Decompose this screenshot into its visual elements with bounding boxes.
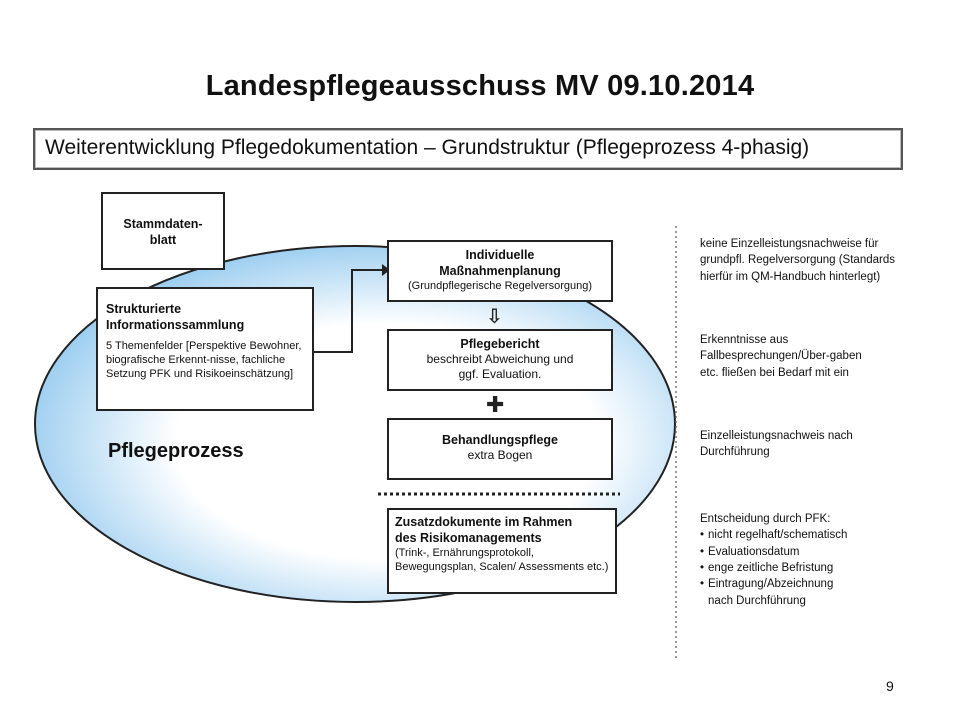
pflegebericht-box: [387, 329, 613, 391]
informationssammlung-heading2: Informationssammlung: [106, 318, 245, 332]
stammdaten-line2: blatt: [149, 233, 177, 247]
stammdaten-box: [101, 192, 225, 270]
list-item: • Eintragung/Abzeichnung nach Durchführung: [700, 576, 900, 609]
pflegebericht-line2: ggf. Evaluation.: [458, 367, 542, 382]
page-number: 9: [886, 678, 894, 694]
list-item: • nicht regelhaft/schematisch: [700, 527, 900, 543]
zusatzdokumente-body: (Trink-, Ernährungsprotokoll, Bewegungsplan, Scalen/ Assessments etc.): [395, 547, 609, 574]
note-fallbesprechungen: [700, 332, 875, 381]
behandlungspflege-box: [387, 418, 613, 480]
pflegebericht-heading: Pflegebericht: [460, 337, 540, 351]
informationssammlung-body: 5 Themenfelder [Perspektive Bewohner, biografische Erkennt-nisse, fachliche Setzung PFK und Risikoeinschätzung]: [106, 340, 302, 381]
down-arrow-icon: ⇩: [486, 306, 503, 328]
slide-header-text: Weiterentwicklung Pflegedokumentation – Grundstruktur (Pflegeprozess 4-phasig): [45, 136, 810, 159]
massnahmenplanung-heading1: Individuelle: [465, 248, 535, 262]
note-entscheidung: [700, 511, 900, 609]
massnahmenplanung-heading2: Maßnahmenplanung: [439, 264, 561, 278]
list-item: • enge zeitliche Befristung: [700, 560, 900, 576]
note-fallbesprechungen-text: Erkenntnisse aus Fallbesprechungen/Über-gaben etc. fließen bei Bedarf mit ein: [700, 334, 862, 379]
zusatzdokumente-heading1: Zusatzdokumente im Rahmen: [395, 515, 573, 529]
note-entscheidung-list: [700, 527, 900, 609]
note-regelversorgung: [700, 236, 910, 285]
pflegebericht-line1: beschreibt Abweichung und: [426, 352, 574, 366]
note-regelversorgung-text: keine Einzelleistungsnachweise für grundpfl. Regelversorgung (Standards hierfür im QM-Handbuch hinterlegt): [700, 238, 895, 283]
note-entscheidung-intro: Entscheidung durch PFK:: [700, 513, 831, 525]
zusatzdokumente-box: [387, 508, 617, 594]
behandlungspflege-heading: Behandlungspflege: [442, 433, 558, 447]
list-item: • Evaluationsdatum: [700, 544, 900, 560]
zusatzdokumente-heading2: des Risikomanagements: [395, 531, 542, 545]
behandlungspflege-sub: extra Bogen: [467, 448, 533, 462]
note-einzelleistung-text: Einzelleistungsnachweis nach Durchführung: [700, 430, 853, 459]
note-einzelleistung: [700, 428, 870, 461]
massnahmenplanung-sub: (Grundpflegerische Regelversorgung): [407, 280, 593, 292]
pflegeprozess-label: Pflegeprozess: [108, 440, 244, 462]
plus-icon: ✚: [486, 392, 505, 417]
page-title: Landespflegeausschuss MV 09.10.2014: [205, 70, 755, 102]
informationssammlung-heading1: Strukturierte: [106, 302, 182, 316]
massnahmenplanung-box: [387, 240, 613, 302]
stammdaten-line1: Stammdaten-: [123, 217, 203, 231]
informationssammlung-box: [96, 287, 314, 411]
